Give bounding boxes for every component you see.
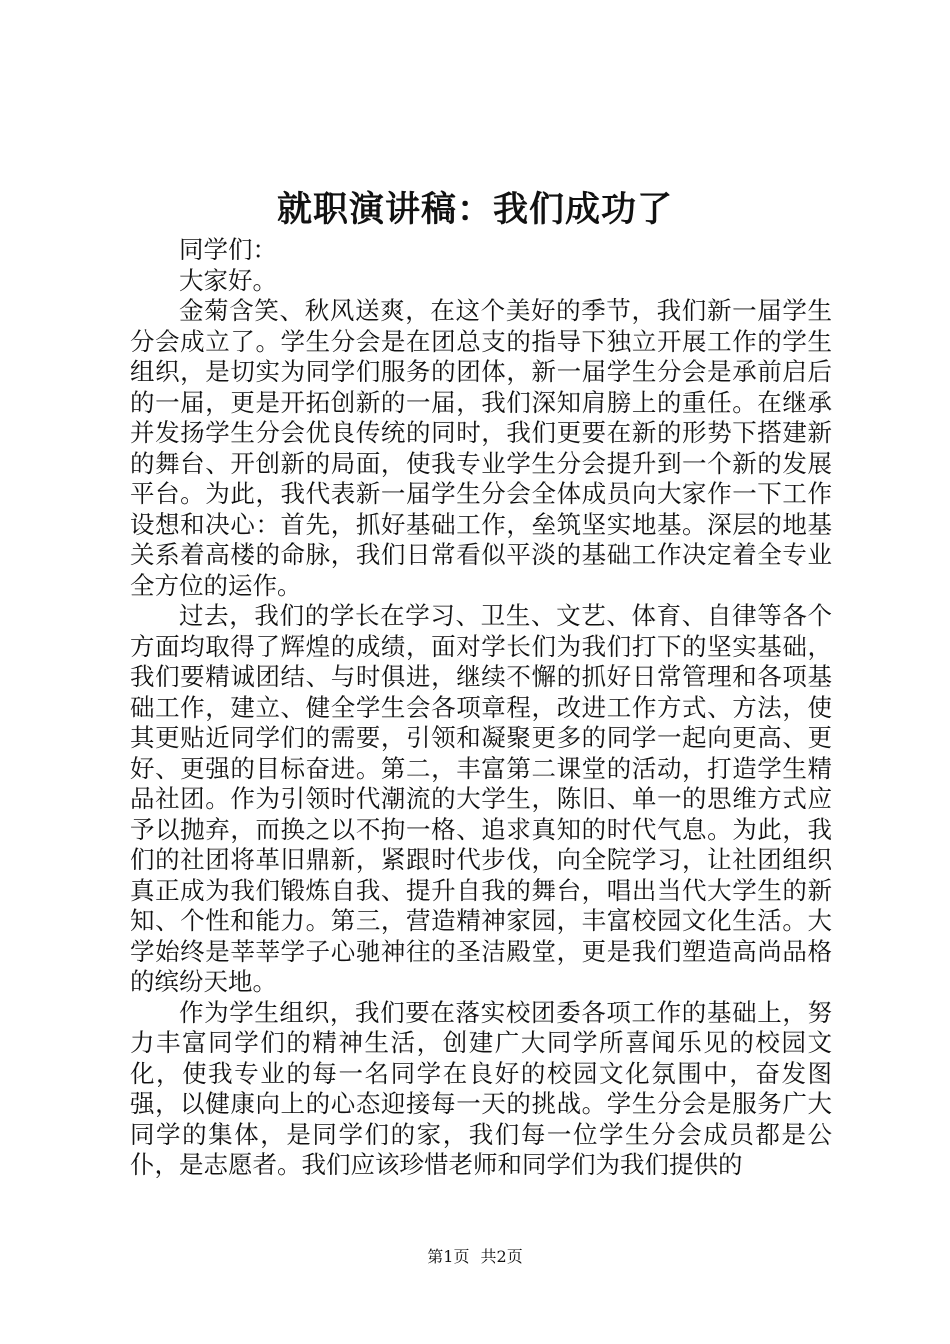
- page-footer: [0, 1246, 950, 1268]
- greeting: 大家好。: [179, 265, 277, 295]
- page-total: 共2页: [480, 1247, 523, 1266]
- body-paragraph: 金菊含笑、秋风送爽，在这个美好的季节，我们新一届学生分会成立了。学生分会是在团总支的指导下独立开展工作的学生组织，是切实为同学们服务的团体，新一届学生分会是承前启后的一届，更是开拓创新的一届，我们深知肩膀上的重任。在继承并发扬学生分会优良传统的同时，我们更要在新的形势下搭建新的舞台、开创新的局面，使我专业学生分会提升到一个新的发展平台。为此，我代表新一届学生分会全体成员向大家作一下工作设想和决心：首先，抓好基础工作，垒筑坚实地基。深层的地基关系着高楼的命脉，我们日常看似平淡的基础工作决定着全专业全方位的运作。: [130, 296, 832, 600]
- document-body: [130, 235, 832, 1181]
- body-paragraph: 作为学生组织，我们要在落实校团委各项工作的基础上，努力丰富同学们的精神生活，创建广大同学所喜闻乐见的校园文化，使我专业的每一名同学在良好的校园文化氛围中，奋发图强，以健康向上的心态迎接每一天的挑战。学生分会是服务广大同学的集体，是同学们的家，我们每一位学生分会成员都是公仆，是志愿者。我们应该珍惜老师和同学们为我们提供的: [130, 997, 832, 1179]
- body-paragraph: 过去，我们的学长在学习、卫生、文艺、体育、自律等各个方面均取得了辉煌的成绩，面对学长们为我们打下的坚实基础，我们要精诚团结、与时俱进，继续不懈的抓好日常管理和各项基础工作，建立、健全学生会各项章程，改进工作方式、方法，使其更贴近同学们的需要，引领和凝聚更多的同学一起向更高、更好、更强的目标奋进。第二，丰富第二课堂的活动，打造学生精品社团。作为引领时代潮流的大学生，陈旧、单一的思维方式应予以抛弃，而换之以不拘一格、追求真知的时代气息。为此，我们的社团将革旧鼎新，紧跟时代步伐，向全院学习，让社团组织真正成为我们锻炼自我、提升自我的舞台，唱出当代大学生的新知、个性和能力。第三，营造精神家园，丰富校园文化生活。大学始终是莘莘学子心驰神往的圣洁殿堂，更是我们塑造高尚品格的缤纷天地。: [130, 601, 832, 996]
- document-title: 就职演讲稿：我们成功了: [276, 189, 673, 230]
- page-number: 第1页: [427, 1247, 470, 1266]
- salutation: 同学们：: [179, 235, 277, 264]
